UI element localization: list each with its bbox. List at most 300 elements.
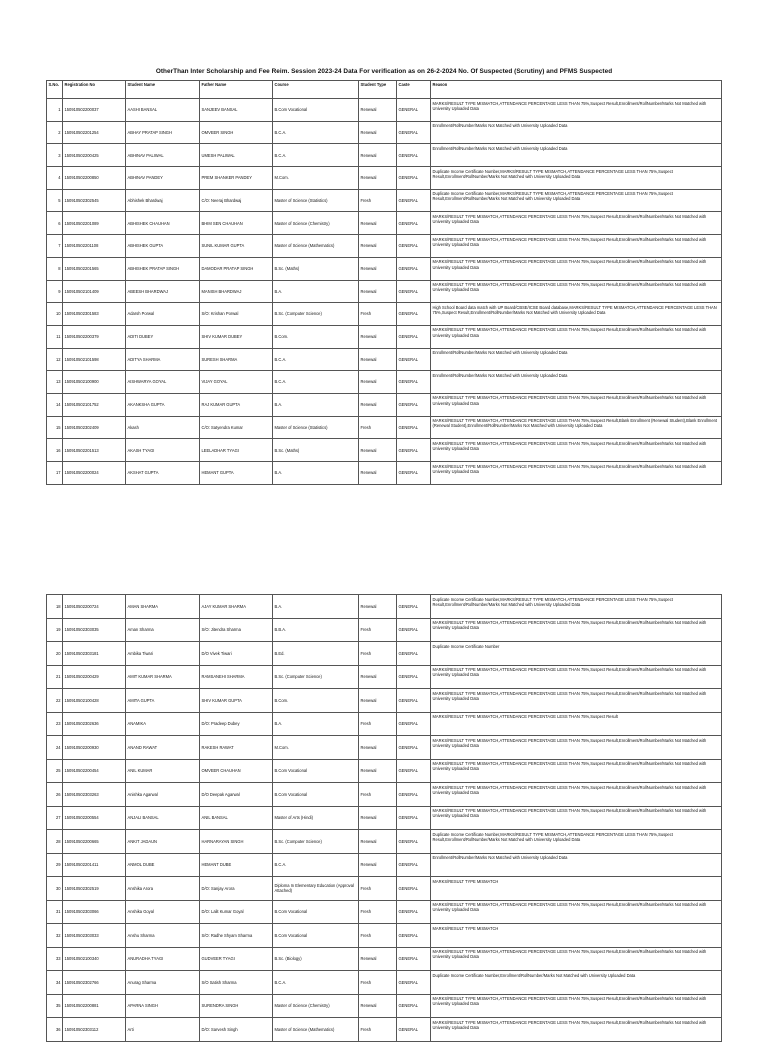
cell-father-name: MANISH BHARDWAJ xyxy=(200,280,273,303)
cell-sno: 26 xyxy=(47,783,63,807)
cell-sno: 4 xyxy=(47,167,63,190)
cell-registration: 150910502303066 xyxy=(63,900,126,924)
cell-registration: 150910502100340 xyxy=(63,947,126,971)
header-reason: Reason xyxy=(431,81,722,99)
cell-course: B.A. xyxy=(273,595,359,619)
cell-student-type: Fresh xyxy=(359,416,397,439)
cell-sno: 27 xyxy=(47,806,63,830)
cell-registration: 150910502201411 xyxy=(63,853,126,877)
cell-father-name: PREM SHANKER PANDEY xyxy=(200,167,273,190)
cell-father-name: D/O: Sarvesh Singh xyxy=(200,1018,273,1042)
cell-student-type: Renewal xyxy=(359,99,397,122)
cell-reason: Duplicate Income Certificate Number,MARKS/RESULT TYPE MISMATCH,ATTENDANCE PERCENTAGE LESS THAN 75%,Suspect Result,Enrollment/RollNumber/Marks Not Matched with University Uploaded Data xyxy=(431,189,722,212)
cell-student-name: APARNA SINGH xyxy=(126,994,200,1018)
cell-sno: 17 xyxy=(47,462,63,485)
table-row xyxy=(47,783,722,807)
cell-caste: GENERAL xyxy=(397,439,431,462)
table-row xyxy=(47,830,722,854)
cell-course: B.C.A. xyxy=(273,348,359,371)
cell-reason: MARKS/RESULT TYPE MISMATCH,ATTENDANCE PERCENTAGE LESS THAN 75%,Suspect Result,Enrollment/RollNumber/Marks Not Matched with University Uploaded Data xyxy=(431,99,722,122)
cell-student-type: Renewal xyxy=(359,853,397,877)
cell-student-type: Renewal xyxy=(359,736,397,760)
header-student-name: Student Name xyxy=(126,81,200,99)
table-row xyxy=(47,806,722,830)
cell-sno: 29 xyxy=(47,853,63,877)
cell-course: B.C.A. xyxy=(273,371,359,394)
table-row xyxy=(47,371,722,394)
cell-student-type: Fresh xyxy=(359,877,397,901)
cell-course: B.Com Vocational xyxy=(273,783,359,807)
cell-caste: GENERAL xyxy=(397,144,431,167)
cell-sno: 32 xyxy=(47,924,63,948)
cell-sno: 22 xyxy=(47,689,63,713)
cell-student-name: AKASH TYAGI xyxy=(126,439,200,462)
cell-sno: 36 xyxy=(47,1018,63,1042)
cell-student-type: Renewal xyxy=(359,257,397,280)
cell-student-name: Ambika Tiwari xyxy=(126,642,200,666)
cell-reason: Enrollment/RollNumber/Marks Not Matched with University Uploaded Data xyxy=(431,853,722,877)
table-row xyxy=(47,416,722,439)
cell-course: B.Com. xyxy=(273,689,359,713)
cell-father-name: AJAY KUMAR SHARMA xyxy=(200,595,273,619)
cell-father-name: SHIV KUMAR DUBEY xyxy=(200,325,273,348)
cell-sno: 3 xyxy=(47,144,63,167)
cell-student-type: Fresh xyxy=(359,1018,397,1042)
cell-registration: 150910502201089 xyxy=(63,212,126,235)
cell-caste: GENERAL xyxy=(397,994,431,1018)
cell-caste: GENERAL xyxy=(397,212,431,235)
cell-caste: GENERAL xyxy=(397,189,431,212)
table-row xyxy=(47,212,722,235)
cell-registration: 150910502201254 xyxy=(63,121,126,144)
cell-caste: GENERAL xyxy=(397,759,431,783)
cell-student-type: Renewal xyxy=(359,759,397,783)
cell-student-name: ADITI DUBEY xyxy=(126,325,200,348)
cell-registration: 150910502101598 xyxy=(63,348,126,371)
cell-caste: GENERAL xyxy=(397,325,431,348)
cell-reason: MARKS/RESULT TYPE MISMATCH,ATTENDANCE PERCENTAGE LESS THAN 75%,Suspect Result,Enrollment/RollNumber/Marks Not Matched with University Uploaded Data xyxy=(431,665,722,689)
cell-reason: Duplicate Income Certificate Number,MARKS/RESULT TYPE MISMATCH,ATTENDANCE PERCENTAGE LESS THAN 75%,Suspect Result,Enrollment/RollNumber/Marks Not Matched with University Uploaded Data xyxy=(431,167,722,190)
cell-reason: MARKS/RESULT TYPE MISMATCH,ATTENDANCE PERCENTAGE LESS THAN 75%,Suspect Result,Enrollment/RollNumber/Marks Not Matched with University Uploaded Data xyxy=(431,393,722,416)
cell-caste: GENERAL xyxy=(397,689,431,713)
table-row xyxy=(47,393,722,416)
cell-reason: Enrollment/RollNumber/Marks Not Matched with University Uploaded Data xyxy=(431,371,722,394)
cell-registration: 150910502201513 xyxy=(63,439,126,462)
cell-caste: GENERAL xyxy=(397,783,431,807)
table-row xyxy=(47,144,722,167)
cell-student-name: Abhishek Bhardwaj xyxy=(126,189,200,212)
cell-caste: GENERAL xyxy=(397,121,431,144)
cell-student-type: Renewal xyxy=(359,462,397,485)
document-title: OtherThan Inter Scholarship and Fee Reim. Session 2023-24 Data For verification as on 26-2-2024 No. Of Suspected (Scrutiny) and PFMS Suspected xyxy=(155,68,613,75)
cell-registration: 150910502302519 xyxy=(63,877,126,901)
cell-student-type: Renewal xyxy=(359,665,397,689)
cell-student-name: ANAND RAWAT xyxy=(126,736,200,760)
cell-registration: 150910502100900 xyxy=(63,371,126,394)
table-row xyxy=(47,712,722,736)
cell-father-name: SANJEEV BANSAL xyxy=(200,99,273,122)
cell-caste: GENERAL xyxy=(397,877,431,901)
cell-sno: 9 xyxy=(47,280,63,303)
cell-caste: GENERAL xyxy=(397,736,431,760)
table-row xyxy=(47,994,722,1018)
cell-sno: 5 xyxy=(47,189,63,212)
cell-sno: 8 xyxy=(47,257,63,280)
header-father-name: Father Name xyxy=(200,81,273,99)
cell-reason: MARKS/RESULT TYPE MISMATCH,ATTENDANCE PERCENTAGE LESS THAN 75%,Suspect Result,Enrollment/RollNumber/Marks Not Matched with University Uploaded Data xyxy=(431,806,722,830)
cell-reason: Duplicate Income Certificate Number,Enrollment/RollNumber/Marks Not Matched with University Uploaded Data xyxy=(431,971,722,995)
cell-student-name: Akash xyxy=(126,416,200,439)
cell-reason: MARKS/RESULT TYPE MISMATCH,ATTENDANCE PERCENTAGE LESS THAN 75%,Suspect Result,Enrollment/RollNumber/Marks Not Matched with University Uploaded Data xyxy=(431,947,722,971)
cell-reason: Duplicate Income Certificate Number xyxy=(431,642,722,666)
cell-sno: 18 xyxy=(47,595,63,619)
cell-registration: 150910502303181 xyxy=(63,642,126,666)
cell-student-type: Renewal xyxy=(359,393,397,416)
table-row xyxy=(47,189,722,212)
cell-student-type: Fresh xyxy=(359,783,397,807)
cell-reason: MARKS/RESULT TYPE MISMATCH,ATTENDANCE PERCENTAGE LESS THAN 75%,Suspect Result,Enrollment/RollNumber/Marks Not Matched with University Uploaded Data xyxy=(431,759,722,783)
cell-student-name: ANJALI BANSAL xyxy=(126,806,200,830)
cell-registration: 150910502101752 xyxy=(63,393,126,416)
cell-course: Diploma In Elementary Education (Approval Attached) xyxy=(273,877,359,901)
cell-student-name: ANIL KUMAR xyxy=(126,759,200,783)
cell-sno: 35 xyxy=(47,994,63,1018)
table-row xyxy=(47,971,722,995)
cell-student-type: Fresh xyxy=(359,924,397,948)
cell-father-name: S/O: Radhe Shyam Sharma xyxy=(200,924,273,948)
cell-course: Master of Arts (Hindi) xyxy=(273,806,359,830)
cell-reason: MARKS/RESULT TYPE MISMATCH,ATTENDANCE PERCENTAGE LESS THAN 75%,Suspect Result,Enrollment/RollNumber/Marks Not Matched with University Uploaded Data xyxy=(431,325,722,348)
cell-caste: GENERAL xyxy=(397,303,431,326)
header-course: Course xyxy=(273,81,359,99)
cell-sno: 23 xyxy=(47,712,63,736)
cell-course: B.A. xyxy=(273,712,359,736)
cell-student-name: AASHI BANSAL xyxy=(126,99,200,122)
cell-father-name: C/O: Satyendra Kumar xyxy=(200,416,273,439)
cell-student-type: Fresh xyxy=(359,712,397,736)
cell-student-type: Fresh xyxy=(359,189,397,212)
cell-registration: 150910502200850 xyxy=(63,167,126,190)
cell-sno: 31 xyxy=(47,900,63,924)
table-row xyxy=(47,618,722,642)
table-row xyxy=(47,689,722,713)
cell-registration: 150910502200454 xyxy=(63,759,126,783)
cell-registration: 150910502200930 xyxy=(63,736,126,760)
cell-registration: 150910502302409 xyxy=(63,416,126,439)
header-registration: Registration No xyxy=(63,81,126,99)
cell-student-name: AKANKSHA GUPTA xyxy=(126,393,200,416)
table-row xyxy=(47,736,722,760)
cell-course: B.Sc. (Biology) xyxy=(273,947,359,971)
cell-caste: GENERAL xyxy=(397,416,431,439)
cell-reason: MARKS/RESULT TYPE MISMATCH,ATTENDANCE PERCENTAGE LESS THAN 75%,Suspect Result,Enrollment/RollNumber/Marks Not Matched with University Uploaded Data xyxy=(431,212,722,235)
cell-reason: MARKS/RESULT TYPE MISMATCH,ATTENDANCE PERCENTAGE LESS THAN 75%,Suspect Result,Enrollment/RollNumber/Marks Not Matched with University Uploaded Data xyxy=(431,618,722,642)
cell-registration: 150910502303263 xyxy=(63,783,126,807)
cell-student-type: Renewal xyxy=(359,689,397,713)
cell-student-name: ANMOL DUBE xyxy=(126,853,200,877)
cell-student-name: Anurag Sharma xyxy=(126,971,200,995)
cell-reason: MARKS/RESULT TYPE MISMATCH,ATTENDANCE PERCENTAGE LESS THAN 75%,Suspect Result,Enrollment/RollNumber/Marks Not Matched with University Uploaded Data xyxy=(431,994,722,1018)
cell-registration: 150910502200425 xyxy=(63,144,126,167)
cell-caste: GENERAL xyxy=(397,618,431,642)
cell-father-name: S/O Satish Sharma xyxy=(200,971,273,995)
cell-father-name: D/O Vivek Tiwari xyxy=(200,642,273,666)
cell-caste: GENERAL xyxy=(397,924,431,948)
cell-student-type: Fresh xyxy=(359,900,397,924)
cell-reason: MARKS/RESULT TYPE MISMATCH,ATTENDANCE PERCENTAGE LESS THAN 75%,Suspect Result,Enrollment/RollNumber/Marks Not Matched with University Uploaded Data xyxy=(431,439,722,462)
cell-course: B.C.A. xyxy=(273,144,359,167)
cell-course: Master of Science (Chemistry) xyxy=(273,994,359,1018)
cell-student-name: ABEESH BHARDWAJ xyxy=(126,280,200,303)
cell-caste: GENERAL xyxy=(397,99,431,122)
cell-father-name: S/O: Krishan Porwal xyxy=(200,303,273,326)
cell-registration: 150910502100428 xyxy=(63,689,126,713)
cell-sno: 28 xyxy=(47,830,63,854)
cell-course: B.Ed. xyxy=(273,642,359,666)
suspected-table-page-1 xyxy=(46,80,722,485)
cell-student-type: Renewal xyxy=(359,212,397,235)
cell-course: Master of Science (Mathematics) xyxy=(273,235,359,258)
cell-student-name: AISHWARYA GOYAL xyxy=(126,371,200,394)
cell-father-name: SURENDRA SINGH xyxy=(200,994,273,1018)
cell-father-name: RAMSANEHI SHARMA xyxy=(200,665,273,689)
table-row xyxy=(47,121,722,144)
cell-student-name: ANAMIKA xyxy=(126,712,200,736)
table-row xyxy=(47,665,722,689)
cell-registration: 150910502302545 xyxy=(63,189,126,212)
cell-student-type: Fresh xyxy=(359,618,397,642)
header-student-type: Student Type xyxy=(359,81,397,99)
table-row xyxy=(47,99,722,122)
cell-registration: 150910502201108 xyxy=(63,235,126,258)
cell-course: B.B.A. xyxy=(273,618,359,642)
table-row xyxy=(47,280,722,303)
cell-sno: 25 xyxy=(47,759,63,783)
cell-caste: GENERAL xyxy=(397,167,431,190)
cell-registration: 150910502101409 xyxy=(63,280,126,303)
cell-caste: GENERAL xyxy=(397,1018,431,1042)
cell-course: Master of Science (Chemistry) xyxy=(273,212,359,235)
cell-student-type: Renewal xyxy=(359,144,397,167)
cell-course: B.Com. xyxy=(273,325,359,348)
cell-caste: GENERAL xyxy=(397,830,431,854)
table-row xyxy=(47,853,722,877)
cell-reason: MARKS/RESULT TYPE MISMATCH,ATTENDANCE PERCENTAGE LESS THAN 75%,Suspect Result,Enrollment/RollNumber/Marks Not Matched with University Uploaded Data xyxy=(431,462,722,485)
cell-registration: 150910502302636 xyxy=(63,712,126,736)
cell-course: B.A. xyxy=(273,462,359,485)
cell-course: B.Com Vocational xyxy=(273,924,359,948)
suspected-table-page-2 xyxy=(46,594,722,1042)
cell-caste: GENERAL xyxy=(397,642,431,666)
cell-caste: GENERAL xyxy=(397,371,431,394)
cell-reason: MARKS/RESULT TYPE MISMATCH,ATTENDANCE PERCENTAGE LESS THAN 75%,Suspect Result,Enrollment/RollNumber/Marks Not Matched with University Uploaded Data xyxy=(431,900,722,924)
cell-student-type: Renewal xyxy=(359,280,397,303)
cell-student-type: Renewal xyxy=(359,947,397,971)
table-row xyxy=(47,877,722,901)
cell-student-name: ABHISHEK CHAUHAN xyxy=(126,212,200,235)
cell-registration: 150910502200379 xyxy=(63,325,126,348)
cell-father-name: D/O: Pradeep Dubey xyxy=(200,712,273,736)
cell-student-name: Anishka Agarwal xyxy=(126,783,200,807)
cell-registration: 150910502200429 xyxy=(63,665,126,689)
cell-father-name: HEMANT GUPTA xyxy=(200,462,273,485)
cell-reason: Enrollment/RollNumber/Marks Not Matched with University Uploaded Data xyxy=(431,348,722,371)
cell-student-type: Renewal xyxy=(359,595,397,619)
cell-sno: 1 xyxy=(47,99,63,122)
cell-caste: GENERAL xyxy=(397,665,431,689)
cell-course: B.Sc. (Maths) xyxy=(273,257,359,280)
cell-reason: Duplicate Income Certificate Number,MARKS/RESULT TYPE MISMATCH,ATTENDANCE PERCENTAGE LESS THAN 75%,Suspect Result,Enrollment/RollNumber/Marks Not Matched with University Uploaded Data xyxy=(431,595,722,619)
cell-registration: 150910502200024 xyxy=(63,462,126,485)
cell-course: B.Sc. (Computer Science) xyxy=(273,665,359,689)
cell-student-type: Renewal xyxy=(359,235,397,258)
cell-sno: 14 xyxy=(47,393,63,416)
cell-sno: 30 xyxy=(47,877,63,901)
cell-registration: 150910502303035 xyxy=(63,618,126,642)
cell-student-name: ABHISHEK PRATAP SINGH xyxy=(126,257,200,280)
cell-student-type: Renewal xyxy=(359,994,397,1018)
cell-course: B.Com Vocational xyxy=(273,759,359,783)
cell-caste: GENERAL xyxy=(397,393,431,416)
cell-caste: GENERAL xyxy=(397,947,431,971)
cell-father-name: HARNARAYAN SINGH xyxy=(200,830,273,854)
cell-reason: MARKS/RESULT TYPE MISMATCH,ATTENDANCE PERCENTAGE LESS THAN 75%,Suspect Result,Blank Enrollment (Renewal Student),Blank Enrollment (Renewal Student),Enrollment/RollNumber/Marks Not Matched with University Uploaded Data xyxy=(431,416,722,439)
cell-course: B.C.A. xyxy=(273,853,359,877)
cell-sno: 7 xyxy=(47,235,63,258)
cell-registration: 150910502301583 xyxy=(63,303,126,326)
header-caste: Caste xyxy=(397,81,431,99)
cell-father-name: SURESH SHARMA xyxy=(200,348,273,371)
cell-father-name: UMESH PALIWAL xyxy=(200,144,273,167)
table-row xyxy=(47,759,722,783)
cell-registration: 150910502201565 xyxy=(63,257,126,280)
cell-reason: MARKS/RESULT TYPE MISMATCH,ATTENDANCE PERCENTAGE LESS THAN 75%,Suspect Result,Enrollment/RollNumber/Marks Not Matched with University Uploaded Data xyxy=(431,235,722,258)
cell-course: Master of Science (Mathematics) xyxy=(273,1018,359,1042)
table-row xyxy=(47,595,722,619)
cell-student-type: Renewal xyxy=(359,167,397,190)
cell-student-type: Renewal xyxy=(359,439,397,462)
cell-student-type: Fresh xyxy=(359,642,397,666)
cell-sno: 2 xyxy=(47,121,63,144)
table-row xyxy=(47,642,722,666)
cell-father-name: LEELADHAR TYAGI xyxy=(200,439,273,462)
cell-sno: 16 xyxy=(47,439,63,462)
cell-caste: GENERAL xyxy=(397,235,431,258)
cell-sno: 6 xyxy=(47,212,63,235)
cell-caste: GENERAL xyxy=(397,280,431,303)
cell-student-name: Anshika Goyal xyxy=(126,900,200,924)
cell-course: B.A. xyxy=(273,393,359,416)
cell-registration: 150910502200554 xyxy=(63,806,126,830)
cell-reason: MARKS/RESULT TYPE MISMATCH,ATTENDANCE PERCENTAGE LESS THAN 75%,Suspect Result,Enrollment/RollNumber/Marks Not Matched with University Uploaded Data xyxy=(431,736,722,760)
cell-father-name: S/O: Jitendra Sharma xyxy=(200,618,273,642)
cell-sno: 21 xyxy=(47,665,63,689)
cell-sno: 11 xyxy=(47,325,63,348)
cell-student-name: Arti xyxy=(126,1018,200,1042)
cell-father-name: OMVEER SINGH xyxy=(200,121,273,144)
cell-sno: 33 xyxy=(47,947,63,971)
cell-father-name: OMVEER CHAUHAN xyxy=(200,759,273,783)
cell-sno: 15 xyxy=(47,416,63,439)
cell-father-name: GUDVEER TYAGI xyxy=(200,947,273,971)
cell-student-type: Renewal xyxy=(359,348,397,371)
cell-father-name: C/O: Neeraj Bhardwaj xyxy=(200,189,273,212)
cell-father-name: RAKESH RAWAT xyxy=(200,736,273,760)
cell-father-name: ANIL BANSAL xyxy=(200,806,273,830)
cell-student-name: AMIT KUMAR SHARMA xyxy=(126,665,200,689)
cell-course: M.Com. xyxy=(273,167,359,190)
table-row xyxy=(47,462,722,485)
cell-caste: GENERAL xyxy=(397,853,431,877)
table-header-row xyxy=(47,81,722,99)
cell-student-type: Fresh xyxy=(359,971,397,995)
table-row xyxy=(47,439,722,462)
cell-caste: GENERAL xyxy=(397,595,431,619)
cell-father-name: SUNIL KUMAR GUPTA xyxy=(200,235,273,258)
cell-student-name: ABHISHEK GUPTA xyxy=(126,235,200,258)
cell-sno: 10 xyxy=(47,303,63,326)
cell-registration: 150910502200724 xyxy=(63,595,126,619)
cell-sno: 34 xyxy=(47,971,63,995)
table-row xyxy=(47,924,722,948)
cell-reason: MARKS/RESULT TYPE MISMATCH,ATTENDANCE PERCENTAGE LESS THAN 75%,Suspect Result,Enrollment/RollNumber/Marks Not Matched with University Uploaded Data xyxy=(431,783,722,807)
cell-reason: MARKS/RESULT TYPE MISMATCH,ATTENDANCE PERCENTAGE LESS THAN 75%,Suspect Result xyxy=(431,712,722,736)
cell-registration: 150910502303112 xyxy=(63,1018,126,1042)
cell-caste: GENERAL xyxy=(397,348,431,371)
cell-student-type: Renewal xyxy=(359,830,397,854)
cell-student-name: Adarsh Porwal xyxy=(126,303,200,326)
table-row xyxy=(47,325,722,348)
cell-course: B.C.A. xyxy=(273,971,359,995)
cell-student-name: Aman Sharma xyxy=(126,618,200,642)
cell-student-name: ABHINAV PALIWAL xyxy=(126,144,200,167)
cell-father-name: HEMANT DUBE xyxy=(200,853,273,877)
table-row xyxy=(47,900,722,924)
cell-father-name: SHIV KUMAR GUPTA xyxy=(200,689,273,713)
cell-father-name: D/O: Lalit Kumar Goyal xyxy=(200,900,273,924)
cell-registration: 150910502303033 xyxy=(63,924,126,948)
cell-father-name: RAJ KUMAR GUPTA xyxy=(200,393,273,416)
cell-reason: MARKS/RESULT TYPE MISMATCH xyxy=(431,924,722,948)
cell-reason: MARKS/RESULT TYPE MISMATCH xyxy=(431,877,722,901)
cell-caste: GENERAL xyxy=(397,712,431,736)
cell-sno: 12 xyxy=(47,348,63,371)
cell-student-type: Fresh xyxy=(359,303,397,326)
cell-student-name: ANURADHA TYAGI xyxy=(126,947,200,971)
cell-student-name: AKSHAT GUPTA xyxy=(126,462,200,485)
cell-course: B.Sc. (Computer Science) xyxy=(273,303,359,326)
table-row xyxy=(47,303,722,326)
cell-registration: 150910502200665 xyxy=(63,830,126,854)
table-row xyxy=(47,947,722,971)
cell-reason: MARKS/RESULT TYPE MISMATCH,ATTENDANCE PERCENTAGE LESS THAN 75%,Suspect Result,Enrollment/RollNumber/Marks Not Matched with University Uploaded Data xyxy=(431,280,722,303)
cell-student-name: Anshu Sharma xyxy=(126,924,200,948)
cell-course: B.Sc. (Computer Science) xyxy=(273,830,359,854)
cell-course: B.C.A. xyxy=(273,121,359,144)
cell-father-name: DAMODAR PRATAP SINGH xyxy=(200,257,273,280)
cell-student-name: ANKIT JADAUN xyxy=(126,830,200,854)
cell-father-name: VIJAY GOYAL xyxy=(200,371,273,394)
cell-student-name: AMITA GUPTA xyxy=(126,689,200,713)
cell-registration: 150910502200037 xyxy=(63,99,126,122)
cell-caste: GENERAL xyxy=(397,900,431,924)
cell-father-name: D/O: Sanjay Arora xyxy=(200,877,273,901)
cell-student-name: ABHINAV PANDEY xyxy=(126,167,200,190)
table-row xyxy=(47,167,722,190)
cell-student-type: Renewal xyxy=(359,806,397,830)
cell-student-name: ABHAY PRATAP SINGH xyxy=(126,121,200,144)
cell-course: B.A. xyxy=(273,280,359,303)
